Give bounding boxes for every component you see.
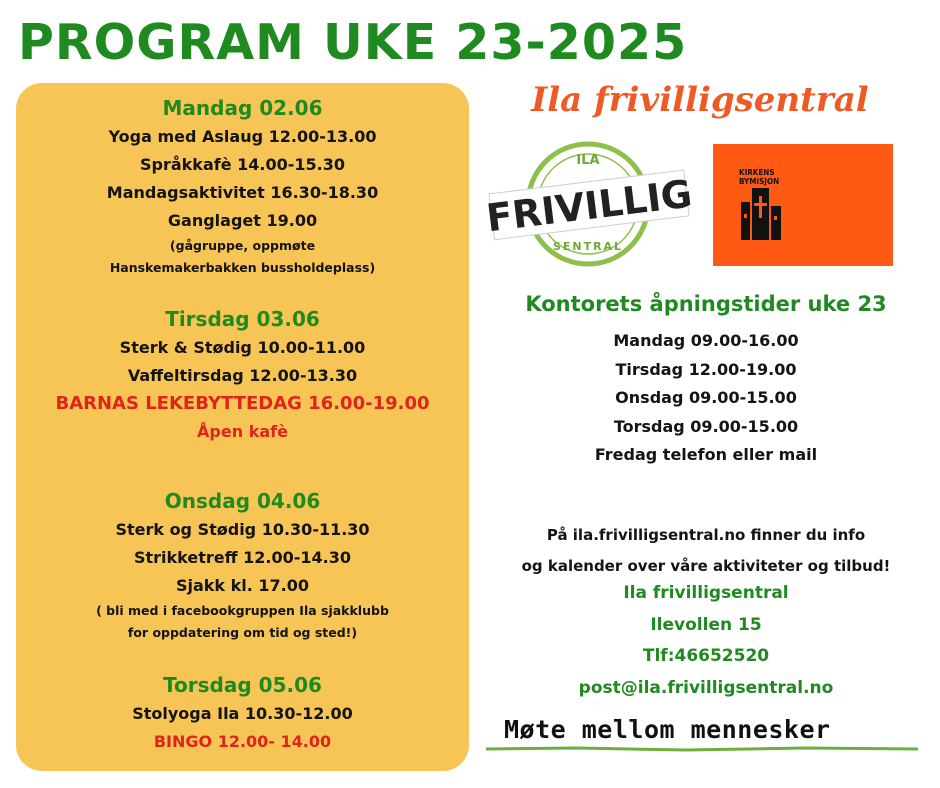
kirkens-line1: KIRKENS [739,168,775,177]
motto: Møte mellom mennesker [504,715,831,744]
activity: Yoga med Aslaug 12.00-13.00 [108,127,377,146]
sentral-name: Ila frivilligsentral [531,80,869,120]
logo-text-main: FRIVILLIG [486,171,695,241]
activity: Stolyoga Ila 10.30-12.00 [132,704,353,723]
frivillig-logo [486,140,696,274]
activity: Ganglaget 19.00 [167,211,318,230]
kirkens-wordmark [739,168,779,186]
activity-note: ( bli med i facebookgruppen Ila sjakklubb [96,603,389,618]
hours-row: Onsdag 09.00-15.00 [615,388,797,407]
activity: Mandagsaktivitet 16.30-18.30 [106,183,379,202]
activity: Strikketreff 12.00-14.30 [133,548,352,567]
info-line: og kalender over våre aktiviteter og tilbud! [521,557,891,575]
activity: Språkkafè 14.00-15.30 [140,155,345,174]
kirkens-bymisjon-logo [713,144,893,266]
activity: Sjakk kl. 17.00 [175,576,310,595]
activity-highlight: BARNAS LEKEBYTTEDAG 16.00-19.00 [55,393,430,414]
day-heading: Onsdag 04.06 [164,489,321,513]
kirkens-line2: BYMISJON [739,177,780,186]
day-heading: Torsdag 05.06 [163,673,322,697]
activity-note: Hanskemakerbakken bussholdeplass) [109,260,376,275]
logo-text-bottom: SENTRAL [552,240,624,253]
activity: Sterk & Stødig 10.00-11.00 [119,338,366,357]
logo-text-top: ILA [576,153,600,168]
day-heading: Tirsdag 03.06 [165,307,320,331]
contact-block [486,578,926,704]
day-monday [16,93,469,279]
activity-highlight: Åpen kafè [197,422,288,441]
contact-phone: Tlf:46652520 [642,646,770,666]
office-hours-list [486,327,926,470]
activity-note: for oppdatering om tid og sted!) [127,625,358,640]
office-hours-heading: Kontorets åpningstider uke 23 [525,292,887,316]
info-line: På ila.frivilligsentral.no finner du info [546,526,866,544]
contact-email: post@ila.frivilligsentral.no [578,677,834,698]
day-tuesday [16,304,469,446]
activity: Sterk og Stødig 10.30-11.30 [115,520,370,539]
program-panel [16,83,469,771]
day-thursday [16,670,469,756]
hours-row: Fredag telefon eller mail [594,445,818,464]
hours-row: Mandag 09.00-16.00 [613,331,799,350]
day-heading: Mandag 02.06 [162,96,323,120]
day-wednesday [16,486,469,644]
hours-row: Tirsdag 12.00-19.00 [615,359,797,379]
page-title: PROGRAM UKE 23-2025 [18,14,688,71]
motto-underline [486,743,920,753]
hours-row: Torsdag 09.00-15.00 [613,416,799,436]
activity: Vaffeltirsdag 12.00-13.30 [127,366,358,385]
activity-note: (gågruppe, oppmøte [169,238,316,253]
contact-name: Ila frivilligsentral [623,583,789,603]
website-info [486,520,926,582]
contact-address: Ilevollen 15 [650,614,762,635]
activity-highlight: BINGO 12.00- 14.00 [153,732,332,751]
church-icon [741,188,781,240]
